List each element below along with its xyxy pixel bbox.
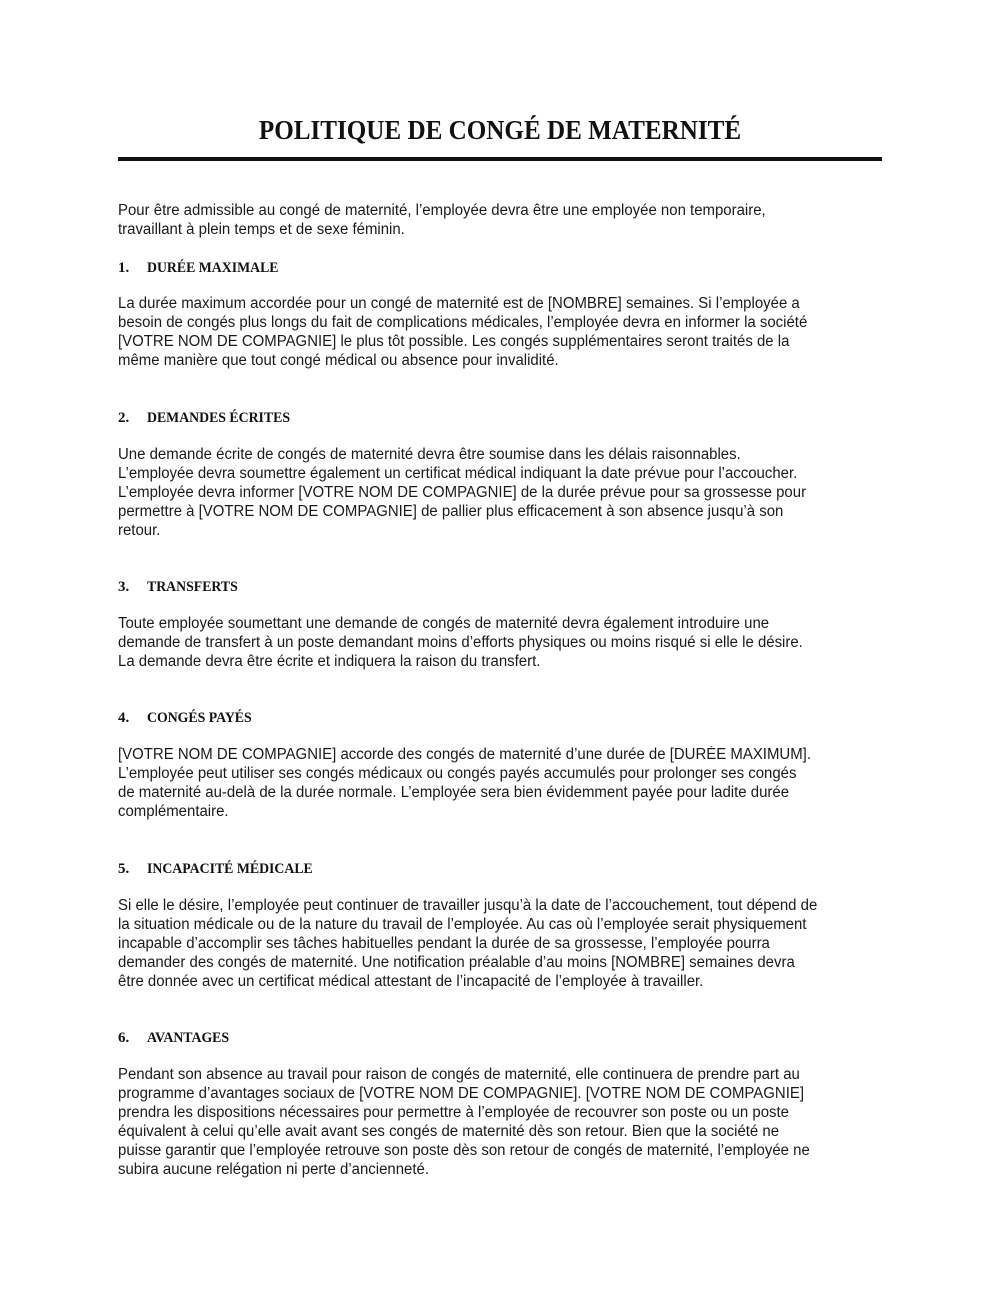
section-paragraph-transferts bbox=[118, 614, 898, 671]
paragraph-line: demande de transfert à un poste demandant moins d’efforts physiques ou moins risqué si elle le désire. bbox=[118, 634, 803, 651]
section-heading-avantages bbox=[118, 1028, 236, 1048]
section-paragraph-incapacite-medicale bbox=[118, 896, 898, 991]
intro-paragraph bbox=[118, 201, 898, 239]
paragraph-line: Pour être admissible au congé de maternité, l’employée devra être une employée non temporaire, bbox=[118, 202, 766, 219]
paragraph-line: L’employée peut utiliser ses congés médicaux ou congés payés accumulés pour prolonger ses congés bbox=[118, 765, 797, 782]
paragraph-line: subira aucune relégation ni perte d’ancienneté. bbox=[118, 1161, 430, 1178]
paragraph-line: incapable d’accomplir ses tâches habituelles pendant la durée de sa grossesse, l’employée pourra bbox=[118, 935, 770, 952]
paragraph-line: Si elle le désire, l’employée peut continuer de travailler jusqu’à la date de l’accouchement, tout dépend de bbox=[118, 897, 818, 914]
document-title: POLITIQUE DE CONGÉ DE MATERNITÉ bbox=[258, 115, 742, 145]
paragraph-line: La durée maximum accordée pour un congé de maternité est de [NOMBRE] semaines. Si l’employée a bbox=[118, 295, 800, 312]
paragraph-line: la situation médicale ou de la nature du travail de l’employée. Au cas où l’employée serait physiquement bbox=[118, 916, 807, 933]
paragraph-line: puisse garantir que l’employée retrouve son poste dès son retour de congés de maternité, l’employée ne bbox=[118, 1142, 810, 1159]
paragraph-line: La demande devra être écrite et indiquera la raison du transfert. bbox=[118, 653, 541, 670]
section-number: 1. bbox=[118, 260, 130, 276]
section-number: 3. bbox=[118, 579, 130, 595]
paragraph-line: demander des congés de maternité. Une notification préalable d’au moins [NOMBRE] semaines devra bbox=[118, 954, 795, 971]
paragraph-line: être donnée avec un certificat médical attestant de l’incapacité de l’employée à travailler. bbox=[118, 973, 704, 990]
section-heading-text: CONGÉS PAYÉS bbox=[147, 710, 252, 726]
section-heading-duree-maximale bbox=[118, 258, 290, 278]
paragraph-line: de maternité au-delà de la durée normale. L’employée sera bien évidemment payée pour ladite durée bbox=[118, 784, 790, 801]
paragraph-line: programme d’avantages sociaux de [VOTRE NOM DE COMPAGNIE]. [VOTRE NOM DE COMPAGNIE] bbox=[118, 1085, 805, 1102]
paragraph-line: complémentaire. bbox=[118, 803, 229, 820]
section-heading-conges-payes bbox=[118, 708, 261, 728]
paragraph-line: besoin de congés plus longs du fait de complications médicales, l’employée devra en informer la société bbox=[118, 314, 808, 331]
section-heading-text: TRANSFERTS bbox=[147, 579, 238, 595]
paragraph-line: Pendant son absence au travail pour raison de congés de maternité, elle continuera de prendre part au bbox=[118, 1066, 800, 1083]
paragraph-line: prendra les dispositions nécessaires pour permettre à l’employée de recouvrer son poste ou un poste bbox=[118, 1104, 789, 1121]
paragraph-line: retour. bbox=[118, 522, 161, 539]
paragraph-line: Toute employée soumettant une demande de congés de maternité devra également introduire une bbox=[118, 615, 770, 632]
section-heading-demandes-ecrites bbox=[118, 408, 302, 428]
section-heading-text: AVANTAGES bbox=[147, 1030, 230, 1046]
section-number: 6. bbox=[118, 1030, 130, 1046]
paragraph-line: L’employée devra soumettre également un certificat médical indiquant la date prévue pour l’accoucher. bbox=[118, 465, 798, 482]
section-number: 4. bbox=[118, 710, 130, 726]
section-paragraph-demandes-ecrites bbox=[118, 445, 898, 540]
section-number: 2. bbox=[118, 410, 130, 426]
paragraph-line: permettre à [VOTRE NOM DE COMPAGNIE] de pallier plus efficacement à son absence jusqu’à son bbox=[118, 503, 784, 520]
paragraph-line: L’employée devra informer [VOTRE NOM DE COMPAGNIE] de la durée prévue pour sa grossesse pour bbox=[118, 484, 807, 501]
title-divider bbox=[118, 157, 882, 161]
section-heading-transferts bbox=[118, 577, 246, 597]
section-heading-text: DURÉE MAXIMALE bbox=[147, 260, 279, 276]
paragraph-line: travaillant à plein temps et de sexe féminin. bbox=[118, 221, 405, 238]
paragraph-line: [VOTRE NOM DE COMPAGNIE] le plus tôt possible. Les congés supplémentaires seront traités de la bbox=[118, 333, 790, 350]
section-number: 5. bbox=[118, 861, 130, 877]
paragraph-line: même manière que tout congé médical ou absence pour invalidité. bbox=[118, 352, 559, 369]
section-heading-incapacite-medicale bbox=[118, 859, 327, 879]
section-paragraph-avantages bbox=[118, 1065, 898, 1179]
section-paragraph-conges-payes bbox=[118, 745, 898, 821]
section-paragraph-duree-maximale bbox=[118, 294, 898, 370]
paragraph-line: Une demande écrite de congés de maternité devra être soumise dans les délais raisonnables. bbox=[118, 446, 741, 463]
paragraph-line: [VOTRE NOM DE COMPAGNIE] accorde des congés de maternité d’une durée de [DURÉE MAXIMUM]. bbox=[118, 746, 812, 763]
paragraph-line: équivalent à celui qu’elle avait avant ses congés de maternité dès son retour. Bien que la société ne bbox=[118, 1123, 780, 1140]
section-heading-text: DEMANDES ÉCRITES bbox=[147, 410, 291, 426]
section-heading-text: INCAPACITÉ MÉDICALE bbox=[147, 861, 313, 877]
